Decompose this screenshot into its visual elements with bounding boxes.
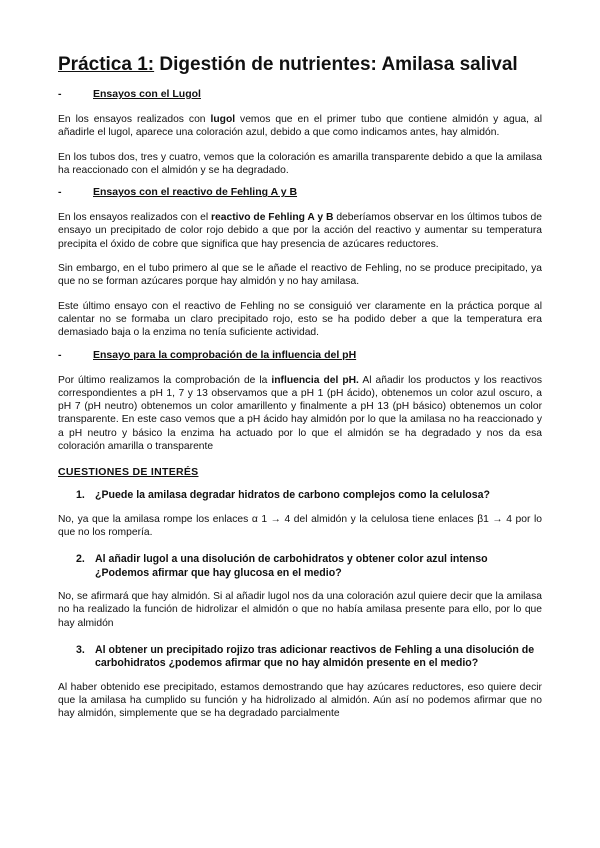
title-text: Digestión de nutrientes: Amilasa salival	[154, 54, 518, 75]
bullet-dash: -	[58, 348, 62, 361]
answer-2: No, se afirmará que hay almidón. Si al añadir lugol nos da una coloración azul quiere decir que la amilasa no ha realizado la función de hidrolizar el almidón o que no había amilasa presente para ello, por lo que hay almidón	[58, 591, 542, 629]
question-number: 1.	[76, 489, 85, 502]
paragraph-fehling-1: En los ensayos realizados con el reactivo de Fehling A y B deberíamos observar en los últimos tubos de ensayo un precipitado de color rojo debido a que por la acción del reactivo y aumentar su temperatura precipita el óxido de cobre que significa que hay presencia de azúcares reductores.	[58, 212, 542, 250]
document-page	[58, 52, 542, 721]
paragraph-lugol-1: En los ensayos realizados con lugol vemos que en el primer tubo que contiene almidón y agua, al añadirle el lugol, aparece una coloración azul, debido a que como indicamos antes, hay almidón.	[58, 114, 543, 139]
question-text: Al obtener un precipitado rojizo tras adicionar reactivos de Fehling a una disolución de carbohidratos ¿podemos afirmar que no hay almidón presente en el medio?	[95, 644, 535, 670]
section-heading-fehling	[58, 186, 542, 199]
section-heading-text: Ensayos con el reactivo de Fehling A y B	[93, 186, 298, 199]
question-2	[58, 553, 542, 580]
question-3	[58, 644, 542, 671]
question-number: 3.	[76, 644, 85, 657]
bullet-dash: -	[58, 186, 62, 199]
cuestiones-heading: CUESTIONES DE INTERÉS	[58, 466, 199, 479]
title-practice-number: Práctica 1:	[58, 54, 155, 75]
paragraph-lugol-2: En los tubos dos, tres y cuatro, vemos que la coloración es amarilla transparente debido a que la amilasa ha reaccionado con el almidón y se ha degradado.	[58, 151, 542, 176]
page-title	[58, 52, 542, 78]
section-heading-text: Ensayos con el Lugol	[93, 88, 201, 100]
answer-1: No, ya que la amilasa rompe los enlaces α 1 → 4 del almidón y la celulosa tiene enlaces β1 → 4 por lo que no los rompería.	[58, 513, 542, 539]
paragraph-ph-1: Por último realizamos la comprobación de la influencia del pH. Al añadir los productos y los reactivos correspondientes a pH 1, 7 y 13 observamos que a pH 1 (pH ácido), obtenemos un color azul oscuro, a pH 7 (pH neutro) obtenemos un color amarillento y finalmente a pH 13 (pH básico) obtenemos un color transparente. En este caso vemos que a pH ácido hay almidón por lo que la amilasa no ha reaccionado y a pH neutro y básico la enzima ha actuado por lo que el almidón se ha degradado y nos da esa coloración amarilla o transparente	[58, 374, 542, 453]
paragraph-fehling-3: Este último ensayo con el reactivo de Fehling no se consiguió ver claramente en la práctica porque al calentar no se formaba un claro precipitado rojo, esto se ha podido deber a que la temperatura era demasiado baja o la enzima no tenía suficiente actividad.	[58, 300, 542, 339]
question-number: 2.	[76, 553, 85, 566]
paragraph-fehling-2: Sin embargo, en el tubo primero al que se le añade el reactivo de Fehling, no se produce precipitado, ya que no se forman azúcares porque hay almidón y no hay amilasa.	[58, 263, 542, 288]
bullet-dash: -	[58, 88, 62, 100]
section-heading-text: Ensayo para la comprobación de la influencia del pH	[93, 348, 357, 361]
section-heading-ph	[58, 349, 542, 362]
question-text: Al añadir lugol a una disolución de carbohidratos y obtener color azul intenso ¿Podemos afirmar que hay glucosa en el medio?	[95, 553, 488, 579]
question-text: ¿Puede la amilasa degradar hidratos de carbono complejos como la celulosa?	[95, 489, 491, 502]
answer-3: Al haber obtenido ese precipitado, estamos demostrando que hay azúcares reductores, eso quiere decir que la amilasa ha cumplido su función y ha hidrolizado al almidón. Aún así no podemos afirmar que no hay almidón, simplemente que se ha degradado parcialmente	[58, 681, 542, 720]
question-1	[58, 489, 542, 502]
section-heading-lugol	[58, 88, 542, 101]
